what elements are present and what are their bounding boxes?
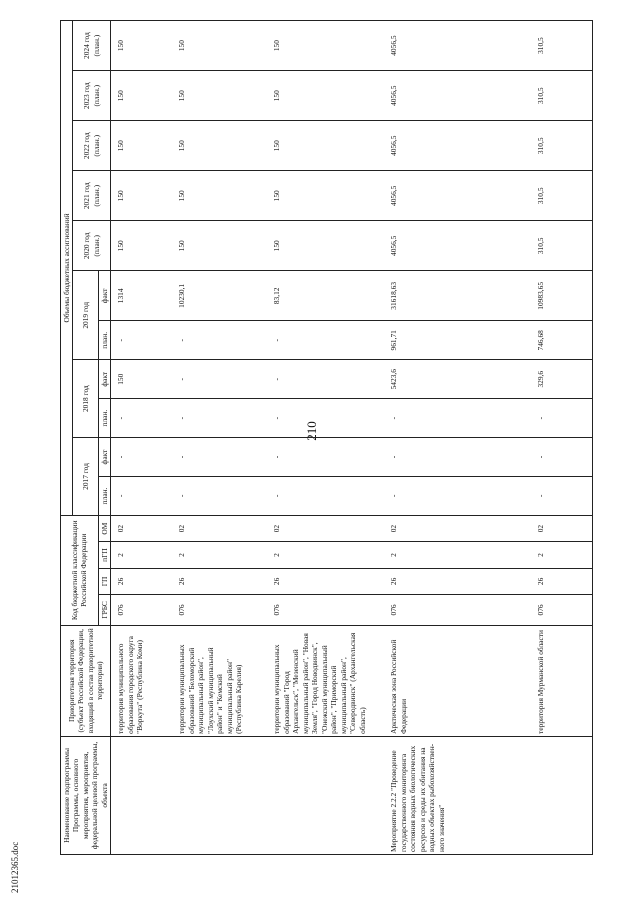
header-territory: Приоритетная территория (субъект Российской Федерации, входящий в состав приоритетной территории) <box>61 625 111 736</box>
header-2017-fact: факт <box>98 438 110 477</box>
row-value: 150 <box>172 221 267 271</box>
row-value: 310,5 <box>531 21 593 71</box>
row-value: 1314 <box>111 271 173 321</box>
row-code: 076 <box>172 595 267 626</box>
row-value: - <box>172 360 267 399</box>
row-value: 310,5 <box>531 171 593 221</box>
header-year-2017: 2017 год <box>73 438 98 516</box>
row-territory: территории муниципальных образований "Город Архангельск", "Мезенский муниципальный район", "Новая Земля", "Город Новодвинск", "Онежский муниципальный район", "Приморский муниципальный район", "Северодвинск" (Архангельская область) <box>267 625 384 736</box>
row-value: 329,6 <box>531 360 593 399</box>
row-value: 961,71 <box>384 321 531 360</box>
page-number: 210 <box>304 421 319 441</box>
row-value: - <box>267 476 384 515</box>
table-row <box>172 21 267 855</box>
header-year-2018: 2018 год <box>73 360 98 438</box>
header-code-pgp: пГП <box>98 542 110 568</box>
row-value: - <box>531 438 593 477</box>
row-value: 4056,5 <box>384 121 531 171</box>
row-code: 2 <box>111 542 173 568</box>
header-2019-plan: план. <box>98 321 110 360</box>
row-value: - <box>267 360 384 399</box>
row-value: - <box>172 476 267 515</box>
header-code-om: ОМ <box>98 515 110 541</box>
row-value: 150 <box>267 171 384 221</box>
row-value: - <box>531 476 593 515</box>
row-name <box>111 736 173 854</box>
row-value: - <box>267 438 384 477</box>
row-code: 02 <box>172 515 267 541</box>
row-value: 150 <box>111 121 173 171</box>
row-code: 2 <box>531 542 593 568</box>
row-code: 2 <box>384 542 531 568</box>
header-2018-plan: план. <box>98 399 110 438</box>
row-value: - <box>111 321 173 360</box>
row-value: 31618,63 <box>384 271 531 321</box>
row-value: 10230,1 <box>172 271 267 321</box>
header-year-2022: 2022 год (план.) <box>73 121 111 171</box>
budget-table <box>60 20 593 855</box>
row-value: - <box>111 399 173 438</box>
header-2018-fact: факт <box>98 360 110 399</box>
row-value: 310,5 <box>531 71 593 121</box>
header-2017-plan: план. <box>98 476 110 515</box>
row-value: - <box>111 438 173 477</box>
row-code: 26 <box>531 568 593 594</box>
row-territory: Арктическая зона Российской Федерации <box>384 625 531 736</box>
row-value: - <box>531 399 593 438</box>
header-year-2023: 2023 год (план.) <box>73 71 111 121</box>
row-code: 02 <box>111 515 173 541</box>
row-value: - <box>172 399 267 438</box>
row-code: 02 <box>267 515 384 541</box>
row-value: 150 <box>111 221 173 271</box>
header-year-2019: 2019 год <box>73 271 98 360</box>
row-value: - <box>384 438 531 477</box>
table-row <box>267 21 384 855</box>
row-value: 150 <box>267 21 384 71</box>
row-code: 26 <box>172 568 267 594</box>
row-code: 2 <box>267 542 384 568</box>
row-value: 150 <box>172 121 267 171</box>
row-code: 076 <box>384 595 531 626</box>
header-year-2024: 2024 год (план.) <box>73 21 111 71</box>
header-code-group: Код бюджетной классификации Российской Федерации <box>61 515 99 625</box>
table-row <box>531 21 593 855</box>
row-value: - <box>384 399 531 438</box>
table-row <box>384 21 531 855</box>
row-value: - <box>267 321 384 360</box>
row-value: 150 <box>172 21 267 71</box>
header-2019-fact: факт <box>98 271 110 321</box>
row-value: 4056,5 <box>384 171 531 221</box>
rotated-table-wrapper <box>60 20 620 855</box>
header-code-gp: ГП <box>98 568 110 594</box>
row-value: 4056,5 <box>384 21 531 71</box>
header-code-grbs: ГРБС <box>98 595 110 626</box>
row-value: 150 <box>111 71 173 121</box>
row-name <box>172 736 267 854</box>
header-year-2020: 2020 год (план.) <box>73 221 111 271</box>
row-value: - <box>111 476 173 515</box>
row-value: 310,5 <box>531 221 593 271</box>
row-code: 26 <box>384 568 531 594</box>
row-value: 150 <box>267 221 384 271</box>
row-code: 02 <box>531 515 593 541</box>
header-name: Наименование подпрограммы Программы, основного мероприятия, мероприятия, федеральной целевой программы, объекта <box>61 736 111 854</box>
row-value: 150 <box>267 121 384 171</box>
row-code: 076 <box>531 595 593 626</box>
row-name: Мероприятие 2.2.2 "Проведение государственного мониторинга состояния водных биологических ресурсов и среды их обитания на водных объектах рыбохозяйствен- ного значения" <box>384 736 593 854</box>
row-value: 310,5 <box>531 121 593 171</box>
row-value: 150 <box>111 360 173 399</box>
row-name <box>267 736 384 854</box>
row-value: 4056,5 <box>384 221 531 271</box>
row-code: 076 <box>267 595 384 626</box>
row-value: 4056,5 <box>384 71 531 121</box>
row-value: - <box>172 438 267 477</box>
row-territory: территория Мурманской области <box>531 625 593 736</box>
row-value: 150 <box>172 171 267 221</box>
header-volume-group: Объемы бюджетных ассигнований <box>61 21 73 516</box>
row-value: 150 <box>267 71 384 121</box>
table-row <box>111 21 173 855</box>
row-value: 10983,65 <box>531 271 593 321</box>
row-code: 2 <box>172 542 267 568</box>
header-year-2021: 2021 год (план.) <box>73 171 111 221</box>
row-code: 076 <box>111 595 173 626</box>
row-value: 150 <box>111 21 173 71</box>
row-code: 02 <box>384 515 531 541</box>
row-value: - <box>267 399 384 438</box>
row-code: 26 <box>111 568 173 594</box>
row-value: 150 <box>172 71 267 121</box>
row-territory: территория муниципального образования городского округа "Воркута" (Республика Коми) <box>111 625 173 736</box>
row-value: 5423,6 <box>384 360 531 399</box>
row-territory: территории муниципальных образований "Беломорский муниципальный район", "Лоухский муниципальный район" и "Кемский муниципальный район" (Республика Карелия) <box>172 625 267 736</box>
row-value: 746,68 <box>531 321 593 360</box>
file-reference: 21012365.doc <box>10 841 20 893</box>
row-value: - <box>384 476 531 515</box>
row-value: 150 <box>111 171 173 221</box>
row-value: - <box>172 321 267 360</box>
row-value: 83,12 <box>267 271 384 321</box>
row-code: 26 <box>267 568 384 594</box>
